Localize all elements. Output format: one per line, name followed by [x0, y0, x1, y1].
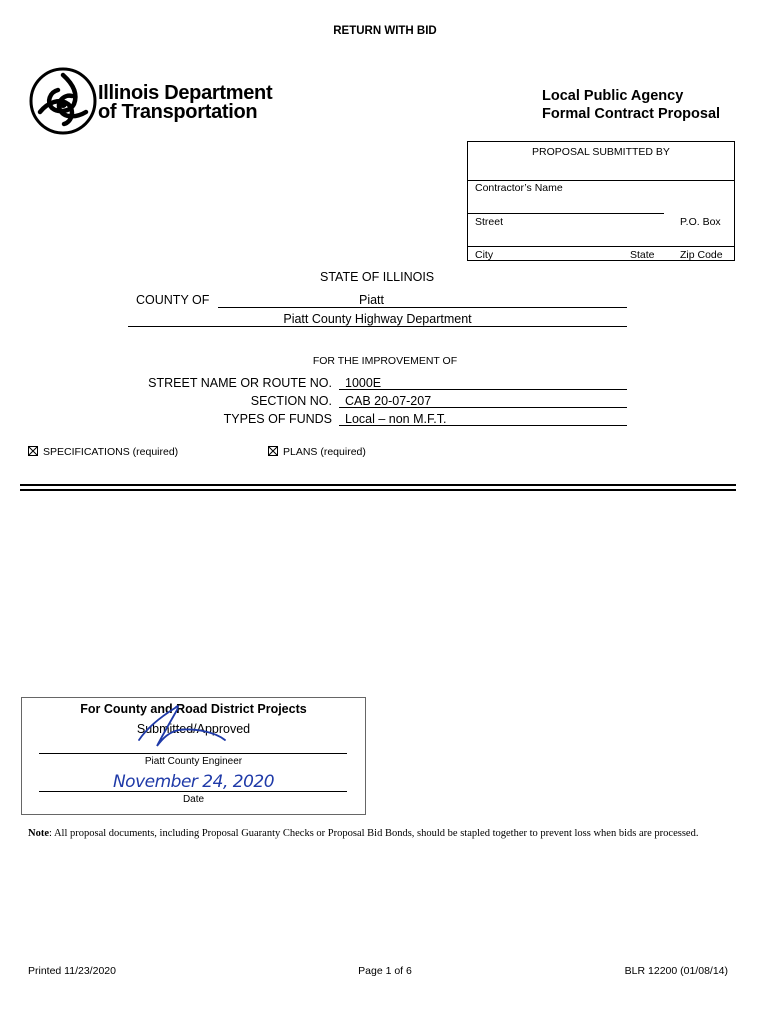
engineer-signature — [117, 698, 267, 753]
state-of-illinois: STATE OF ILLINOIS — [320, 270, 435, 284]
date-label: Date — [182, 794, 205, 805]
po-box-label: P.O. Box — [680, 216, 721, 228]
approval-date-value[interactable]: November 24, 2020 — [112, 772, 275, 792]
check-x-icon — [269, 447, 277, 455]
section-no-label: SECTION NO. — [250, 394, 332, 408]
agency-name — [98, 84, 272, 122]
page-number: Page 1 of 6 — [358, 965, 412, 977]
types-of-funds-value[interactable]: Local – non M.F.T. — [345, 412, 447, 426]
note-text: : All proposal documents, including Proposal Guaranty Checks or Proposal Bid Bonds, should be stapled together to prevent loss when bids are processed. — [49, 828, 699, 839]
county-value[interactable]: Piatt — [358, 293, 384, 307]
county-value-wrap — [218, 293, 525, 307]
city-label: City — [475, 249, 494, 261]
improvement-heading: FOR THE IMPROVEMENT OF — [312, 355, 458, 367]
department-value-wrap — [128, 312, 627, 326]
check-x-icon — [29, 447, 37, 455]
engineer-label: Piatt County Engineer — [144, 756, 243, 767]
proposal-submitted-by-box — [467, 141, 735, 261]
form-id: BLR 12200 (01/08/14) — [624, 965, 728, 977]
state-label: State — [630, 249, 655, 261]
approval-status: Submitted/Approved — [136, 722, 251, 736]
return-with-bid-heading: RETURN WITH BID — [333, 25, 437, 37]
street-name-underline — [339, 389, 627, 390]
printed-date: Printed 11/23/2020 — [28, 965, 116, 977]
form-title-line2: Formal Contract Proposal — [542, 106, 721, 122]
street-name-label: STREET NAME OR ROUTE NO. — [148, 376, 332, 390]
section-no-value[interactable]: CAB 20-07-207 — [345, 394, 432, 408]
note-paragraph — [28, 827, 728, 841]
street-line[interactable] — [468, 246, 734, 247]
street-name-value[interactable]: 1000E — [345, 376, 382, 390]
agency-name-line1: Illinois Department — [98, 82, 273, 104]
plans-label: PLANS (required) — [283, 446, 366, 458]
zip-code-label: Zip Code — [680, 249, 723, 261]
county-of-label: COUNTY OF — [136, 293, 210, 307]
form-title-line1: Local Public Agency — [542, 88, 684, 104]
department-value[interactable]: Piatt County Highway Department — [283, 312, 472, 326]
approval-heading: For County and Road District Projects — [80, 702, 307, 716]
engineer-signature-line[interactable] — [39, 753, 347, 754]
county-approval-box — [21, 697, 366, 815]
contractor-name-line[interactable] — [468, 213, 664, 214]
date-line — [39, 791, 347, 792]
specifications-checkbox[interactable] — [28, 446, 38, 456]
proposal-submitted-by-heading: PROPOSAL SUBMITTED BY — [532, 146, 670, 158]
county-underline — [218, 307, 627, 308]
box-divider — [468, 180, 734, 181]
idot-emblem-icon — [28, 66, 98, 136]
section-divider-bottom — [20, 489, 736, 491]
note-label: Note — [28, 828, 49, 839]
plans-checkbox[interactable] — [268, 446, 278, 456]
section-divider-top — [20, 484, 736, 486]
types-of-funds-label: TYPES OF FUNDS — [223, 412, 332, 426]
contractor-name-label: Contractor’s Name — [475, 182, 563, 194]
street-label: Street — [475, 216, 504, 228]
agency-name-line2: of Transportation — [98, 101, 258, 123]
specifications-label: SPECIFICATIONS (required) — [43, 446, 179, 458]
department-underline — [128, 326, 627, 327]
form-title — [542, 87, 720, 123]
